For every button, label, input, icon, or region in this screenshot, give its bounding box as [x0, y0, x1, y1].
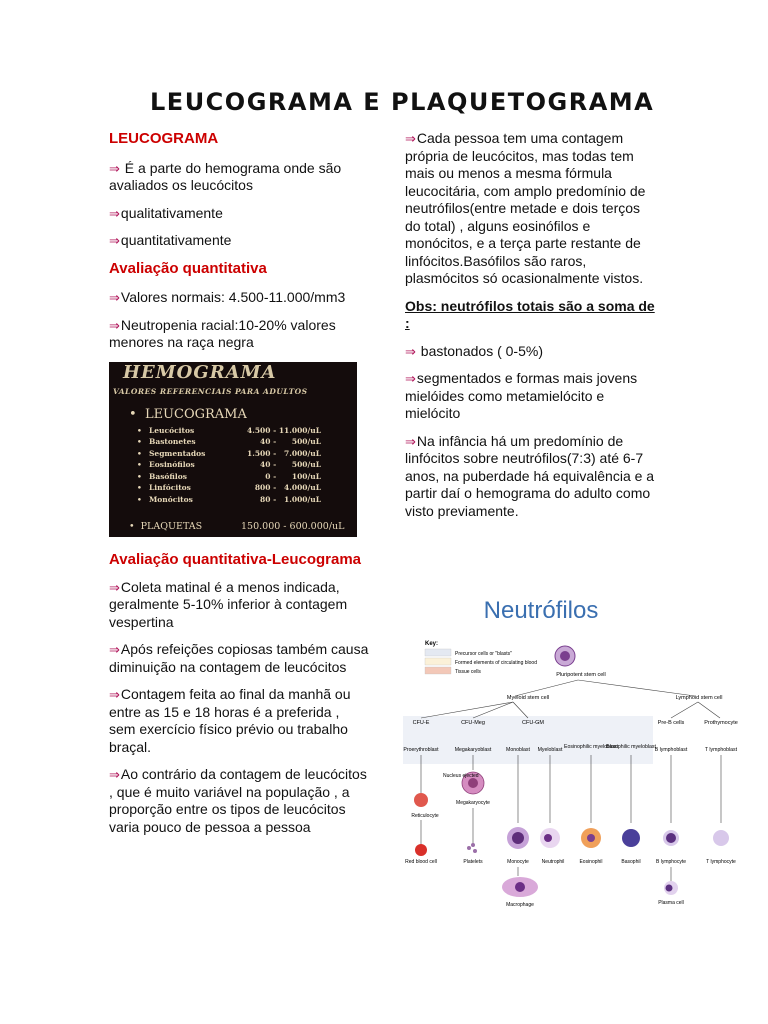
- paragraph-text: Após refeições copiosas também causa diminuição na contagem de leucócitos: [109, 641, 369, 675]
- label-plasma-cell: Plasma cell: [658, 900, 684, 906]
- row-value: 40 - 500/uL: [260, 437, 321, 446]
- paragraph: [109, 289, 369, 307]
- page-title: LEUCOGRAMA E PLAQUETOGRAMA: [150, 88, 655, 116]
- label-t-lymphocyte: T lymphocyte: [706, 859, 736, 865]
- bullet: •: [137, 437, 142, 446]
- label-pluripotent: Pluripotent stem cell: [556, 672, 606, 678]
- section-heading-leucograma: LEUCOGRAMA: [109, 130, 219, 147]
- label-eos-myeloblast: Eosinophilic myeloblast: [564, 744, 618, 750]
- row-name: Monócitos: [149, 494, 193, 504]
- label-b-lymphoblast: B lymphoblast: [654, 747, 688, 753]
- label-reticulocyte: Reticulocyte: [411, 813, 439, 819]
- connector: [578, 680, 695, 696]
- key-item: Formed elements of circulating blood: [455, 660, 537, 666]
- paragraph: [405, 433, 655, 521]
- plasma-cell-nucleus: [666, 885, 673, 892]
- arrow-icon: ⇒: [405, 371, 416, 386]
- paragraph-text: Ao contrário da contagem de leucócitos , que é muito variável na população , a proporção entre os tipos de leucócitos varia pouco de pessoa a pessoa: [109, 766, 367, 835]
- paragraph: [109, 160, 369, 195]
- paragraph-text: Neutropenia racial:10-20% valores menores na raça negra: [109, 316, 336, 350]
- paragraph-text: quantitativamente: [120, 232, 232, 248]
- connector: [473, 702, 513, 718]
- platelet: [471, 843, 475, 847]
- arrow-icon: ⇒: [405, 433, 416, 449]
- label-red-blood-cell: Red blood cell: [405, 859, 437, 865]
- pluripotent-nucleus: [560, 651, 570, 661]
- connector: [513, 702, 528, 718]
- row-name: Linfócitos: [149, 483, 191, 492]
- row-name: Eosinófilos: [149, 460, 195, 469]
- label-cfu-meg: CFU-Meg: [461, 720, 485, 726]
- platelets-cluster: [467, 843, 477, 853]
- row-value: 80 - 1.000/uL: [260, 494, 321, 504]
- hemograma-subtitle: VALORES REFERENCIAIS PARA ADULTOS: [113, 386, 308, 396]
- plaquetas-value: 150.000 - 600.000/uL: [241, 520, 345, 532]
- b-lymphocyte-nucleus: [666, 833, 676, 843]
- paragraph: [109, 205, 369, 223]
- arrow-icon: ⇒: [405, 131, 416, 146]
- leuco-label-text: LEUCOGRAMA: [144, 406, 247, 422]
- paragraph: [109, 641, 369, 676]
- diagram-title: Neutrófilos: [483, 597, 599, 624]
- neutrophil-nucleus: [544, 834, 552, 842]
- row-value: 4.500 - 11.000/uL: [247, 425, 321, 435]
- paragraph: [109, 686, 369, 756]
- arrow-icon: ⇒: [109, 687, 120, 702]
- label-cfu-gm: CFU-GM: [522, 720, 544, 726]
- label-b-lymphocyte: B lymphocyte: [655, 859, 687, 865]
- paragraph: [109, 579, 369, 632]
- paragraph-text: Coleta matinal é a menos indicada, geralmente 5-10% inferior à contagem vespertina: [109, 578, 348, 630]
- connector: [671, 702, 698, 718]
- left-column: [109, 130, 369, 846]
- bullet: •: [137, 448, 142, 458]
- section-heading-avaliacao-leucograma: Avaliação quantitativa-Leucograma: [109, 550, 362, 568]
- eosinophil-nucleus: [587, 834, 595, 842]
- label-baso-myeloblast: Basophilic myeloblast: [606, 744, 656, 750]
- arrow-icon: ⇒: [109, 579, 120, 595]
- bullet: •: [137, 471, 142, 481]
- label-t-lymphoblast: T lymphoblast: [704, 747, 738, 753]
- label-monoblast: Monoblast: [506, 747, 530, 753]
- macrophage-nucleus: [515, 882, 525, 892]
- hemograma-row: [137, 422, 357, 434]
- label-platelets: Platelets: [463, 859, 483, 865]
- hemograma-reference-table: [109, 362, 357, 537]
- arrow-icon: ⇒: [109, 205, 120, 221]
- hemograma-title: HEMOGRAMA: [123, 361, 277, 383]
- key-item: Precursor cells or "blasts": [455, 651, 512, 657]
- label-nucleus-ejected: Nucleus ejected: [443, 773, 479, 779]
- bullet: •: [129, 406, 137, 422]
- paragraph-text: segmentados e formas mais jovens mielóides como metamielócito e mielócito: [405, 370, 638, 421]
- arrow-icon: ⇒: [109, 160, 120, 176]
- bullet: •: [137, 494, 142, 504]
- row-name: Basófilos: [149, 471, 187, 481]
- hemograma-row: [137, 479, 357, 491]
- t-lymphocyte-cell: [713, 830, 729, 846]
- label-proerythroblast: Proerythroblast: [403, 747, 439, 753]
- arrow-icon: ⇒: [109, 290, 120, 305]
- paragraph-text: qualitativamente: [120, 204, 223, 221]
- label-lymphoid: Lymphoid stem cell: [675, 695, 723, 701]
- label-myeloblast: Myeloblast: [537, 747, 563, 753]
- label-megakaryoblast: Megakaryoblast: [454, 747, 492, 753]
- reticulocyte-cell: [414, 793, 428, 807]
- hemograma-row: [137, 491, 357, 503]
- label-pre-b: Pre-B cells: [657, 720, 685, 726]
- paragraph-text: Valores normais: 4.500-11.000/mm3: [120, 289, 346, 305]
- label-monocyte: Monocyte: [507, 859, 529, 865]
- connector: [515, 680, 578, 696]
- label-eosinophil: Eosinophil: [579, 859, 603, 865]
- key-swatch-tissue: [425, 667, 451, 674]
- label-basophil: Basophil: [621, 859, 641, 865]
- arrow-icon: ⇒: [109, 233, 120, 248]
- key-swatch-formed: [425, 658, 451, 665]
- label-prothymocyte: Prothymocyte: [704, 720, 738, 726]
- hemograma-row: [137, 456, 357, 468]
- section-heading-avaliacao: Avaliação quantitativa: [109, 259, 267, 277]
- paragraph-text: Cada pessoa tem uma contagem própria de leucócitos, mas todas tem mais ou menos a mesma fórmula leucocitária, com amplo predomínio de neutrófilos(entre metade e dois terços do total) , alguns eosinófilos e monócitos, e a terça parte restante de linfócitos.Basófilos são raros, plasmócitos só ocasionalmente vistos.: [405, 130, 646, 286]
- bullet: •: [137, 483, 142, 492]
- row-value: 1.500 - 7.000/uL: [247, 448, 321, 458]
- connector: [698, 702, 720, 718]
- row-value: 40 - 500/uL: [260, 460, 321, 469]
- paragraph-text: Contagem feita ao final da manhã ou entre as 15 e 18 horas é a preferida , sem exercício físico prévio ou trabalho braçal.: [109, 686, 351, 755]
- hemograma-row: [137, 433, 357, 445]
- key-swatch-precursor: [425, 649, 451, 656]
- paragraph: [109, 232, 369, 250]
- arrow-icon: ⇒: [109, 642, 120, 657]
- hemograma-row: [137, 445, 357, 457]
- plaquetas-label: PLAQUETAS: [140, 520, 203, 532]
- label-cfu-e: CFU-E: [412, 720, 430, 726]
- basophil-cell: [622, 829, 640, 847]
- bullet: •: [137, 460, 142, 469]
- platelet: [467, 846, 471, 850]
- row-value: 800 - 4.000/uL: [254, 483, 321, 492]
- paragraph-text: Na infância há um predomínio de linfócitos sobre neutrófilos(7:3) até 6-7 anos, na puberdade há equivalência e a partir daí o hemograma do adulto como visto previamente.: [405, 432, 655, 519]
- row-name: Bastonetes: [149, 437, 196, 446]
- platelet: [473, 849, 477, 853]
- row-value: 0 - 100/uL: [265, 471, 321, 481]
- hemograma-leucograma-label: [129, 406, 247, 424]
- connector: [421, 702, 513, 718]
- paragraph: [109, 317, 369, 352]
- arrow-icon: ⇒: [109, 317, 120, 333]
- hemograma-plaquetas-row: [129, 518, 345, 536]
- hematopoiesis-diagram: [403, 588, 738, 918]
- arrow-icon: ⇒: [109, 767, 120, 782]
- arrow-icon: ⇒: [405, 343, 416, 359]
- label-megakaryocyte: Megakaryocyte: [456, 800, 490, 806]
- paragraph: [109, 766, 369, 836]
- row-name: Segmentados: [149, 448, 206, 458]
- right-column: [405, 130, 655, 530]
- key-item: Tissue cells: [455, 669, 481, 675]
- monocyte-nucleus: [512, 832, 524, 844]
- paragraph-text: bastonados ( 0-5%): [416, 342, 543, 359]
- paragraph: [405, 130, 655, 288]
- label-neutrophil: Neutrophil: [541, 859, 565, 865]
- paragraph-text: É a parte do hemograma onde são avaliados os leucócitos: [109, 159, 342, 193]
- label-macrophage: Macrophage: [506, 902, 534, 908]
- obs-heading: Obs: neutrófilos totais são a soma de :: [405, 297, 655, 331]
- megakaryocyte-nucleus: [468, 778, 478, 788]
- row-name: Leucócitos: [149, 425, 195, 435]
- bullet: •: [129, 520, 135, 532]
- bullet: •: [137, 425, 142, 435]
- red-blood-cell: [415, 844, 427, 856]
- hemograma-rows: [137, 422, 357, 503]
- paragraph: [405, 343, 655, 361]
- paragraph: [405, 370, 655, 423]
- hemograma-row: [137, 468, 357, 480]
- key-label: Key:: [425, 641, 439, 647]
- label-myeloid: Myeloid stem cell: [506, 695, 550, 701]
